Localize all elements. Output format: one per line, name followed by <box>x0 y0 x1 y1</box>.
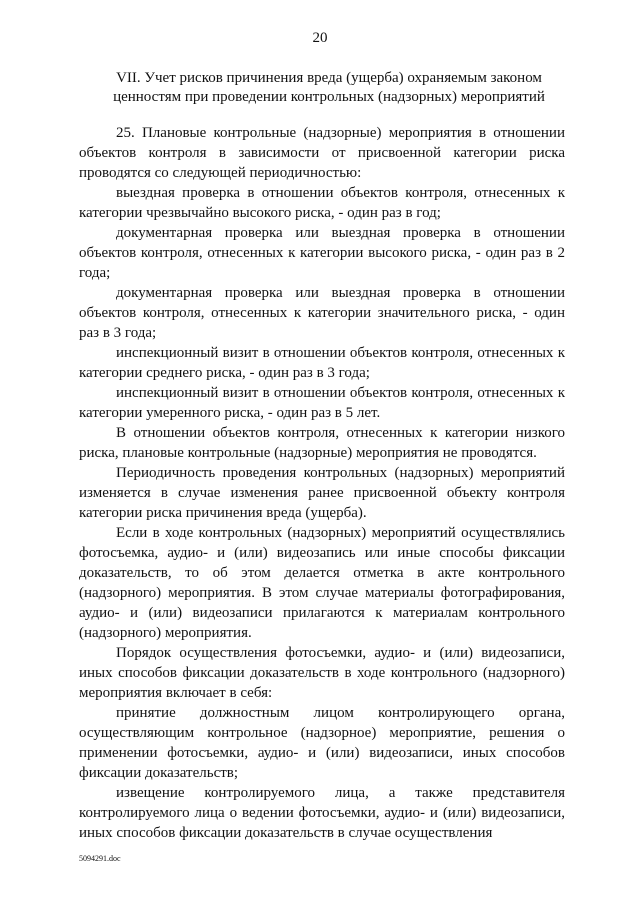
paragraph: документарная проверка или выездная проверка в отношении объектов контроля, отнесенных к категории высокого риска, - один раз в 2 года; <box>79 225 565 281</box>
paragraph: документарная проверка или выездная проверка в отношении объектов контроля, отнесенных к категории значительного риска, - один раз в 3 года; <box>79 285 565 341</box>
paragraph: принятие должностным лицом контролирующего органа, осуществляющим контрольное (надзорное) мероприятие, решения о применении фотосъемки, аудио- и (или) видеозаписи, иных способов фиксации доказательств; <box>79 705 565 781</box>
paragraph: В отношении объектов контроля, отнесенных к категории низкого риска, плановые контрольные (надзорные) мероприятия не проводятся. <box>79 425 565 461</box>
paragraph: Порядок осуществления фотосъемки, аудио- и (или) видеозаписи, иных способов фиксации доказательств в ходе контрольного (надзорного) мероприятия включает в себя: <box>79 645 565 701</box>
paragraph: выездная проверка в отношении объектов контроля, отнесенных к категории чрезвычайно высокого риска, - один раз в год; <box>79 185 565 221</box>
document-body <box>79 123 565 843</box>
paragraph: инспекционный визит в отношении объектов контроля, отнесенных к категории среднего риска, - один раз в 3 года; <box>79 345 565 381</box>
paragraph: Если в ходе контрольных (надзорных) мероприятий осуществлялись фотосъемка, аудио- и (или) видеозапись или иные способы фиксации доказательств, то об этом делается отметка в акте контрольного (надзорного) мероприятия. В этом случае материалы фотографирования, аудио- и (или) видеозаписи прилагаются к материалам контрольного (надзорного) мероприятия. <box>79 525 565 641</box>
document-code: 5094291.doc <box>79 854 121 863</box>
page-number: 20 <box>312 30 328 46</box>
paragraph: 25. Плановые контрольные (надзорные) мероприятия в отношении объектов контроля в зависимости от присвоенной категории риска проводятся со следующей периодичностью: <box>79 125 565 181</box>
paragraph: извещение контролируемого лица, а также представителя контролируемого лица о ведении фотосъемки, аудио- и (или) видеозаписи, иных способов фиксации доказательств в случае осуществления <box>79 785 565 841</box>
paragraph: Периодичность проведения контрольных (надзорных) мероприятий изменяется в случае изменения ранее присвоенной объекту контроля категории риска причинения вреда (ущерба). <box>79 465 565 521</box>
section-heading: VII. Учет рисков причинения вреда (ущерба) охраняемым законом ценностям при проведении контрольных (надзорных) мероприятий <box>113 70 545 105</box>
paragraph: инспекционный визит в отношении объектов контроля, отнесенных к категории умеренного риска, - один раз в 5 лет. <box>79 385 565 421</box>
